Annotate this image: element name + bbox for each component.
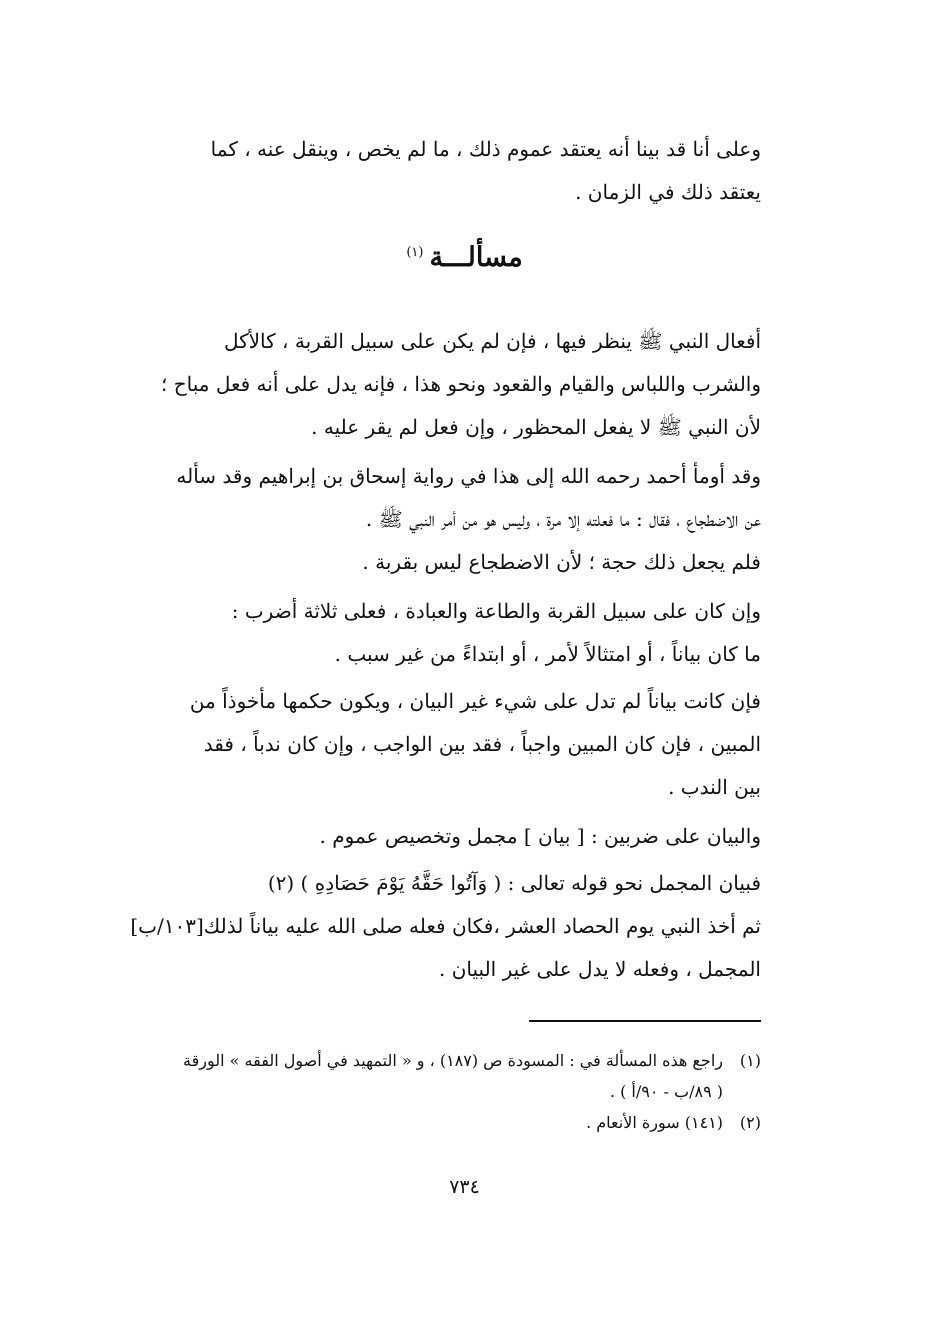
text-line: فبيان المجمل نحو قوله تعالى : ( وَآتُوا حَقَّهُ يَوْمَ حَصَادِهِ ) (٢)	[267, 871, 761, 895]
footnote-number: (٢)	[739, 1113, 761, 1132]
text-line: وقد أومأ أحمد رحمه الله إلى هذا في رواية إسحاق بن إبراهيم وقد سأله	[176, 464, 761, 488]
text-line: يعتقد ذلك في الزمان .	[575, 180, 761, 204]
text-line: المجمل ، وفعله لا يدل على غير البيان .	[439, 957, 761, 981]
text-line: أفعال النبي ﷺ ينظر فيها ، فإن لم يكن على سبيل القربة ، كالأكل	[223, 329, 761, 353]
paragraph-explanation	[161, 680, 761, 809]
page-number: ٧٣٤	[449, 1176, 480, 1198]
paragraph-three-types	[161, 590, 761, 676]
heading-footnote-ref: (١)	[406, 245, 424, 260]
footnote-number: (١)	[739, 1051, 761, 1070]
paragraph-mujmal	[130, 862, 761, 991]
footnote-text: (١٤١) سورة الأنعام .	[586, 1113, 723, 1132]
text-line: فلم يجعل ذلك حجة ؛ لأن الاضطجاع ليس بقربة .	[362, 550, 761, 574]
text-line: وعلى أنا قد بينا أنه يعتقد عموم ذلك ، ما لم يخص ، وينقل عنه ، كما	[210, 137, 761, 161]
footnote-text: راجع هذه المسألة في : المسودة ص (١٨٧) ، و « التمهيد في أصول الفقه » الورقة	[183, 1051, 723, 1070]
footnote-2	[161, 1107, 761, 1138]
text-line: والبيان على ضربين : [ بيان ] مجمل وتخصيص عموم .	[319, 824, 761, 848]
footnote-1	[161, 1045, 761, 1076]
text-line: ما كان بياناً ، أو امتثالاً لأمر ، أو ابتداءً من غير سبب .	[334, 642, 761, 666]
text-line: فإن كانت بياناً لم تدل على شيء غير البيان ، ويكون حكمها مأخوذاً من	[189, 689, 761, 713]
text-line: ثم أخذ النبي يوم الحصاد العشر ،فكان فعله صلى الله عليه بياناً لذلك[١٠٣/ب]	[130, 914, 761, 938]
text-line: بين الندب .	[668, 775, 761, 799]
paragraph-two-kinds	[161, 815, 761, 858]
intro-paragraph	[161, 128, 761, 214]
footnote-divider	[529, 1020, 761, 1022]
text-line: والشرب واللباس والقيام والقعود ونحو هذا ، فإنه يدل على أنه فعل مباح ؛	[161, 372, 761, 396]
text-line: المبين ، فإن كان المبين واجباً ، فقد بين الواجب ، وإن كان ندباً ، فقد	[203, 732, 761, 756]
footnote-1-continuation: ( ٨٩/ب - ٩٠/أ ) .	[609, 1082, 723, 1101]
text-line: عن الاضطجاع ، فقال : ما فعلته إلا مرة ، وليس هو من أمر النبي ﷺ .	[365, 507, 761, 531]
footnotes	[161, 1045, 761, 1138]
paragraph-ahmad-narration	[161, 455, 761, 584]
text-line: وإن كان على سبيل القربة والطاعة والعبادة ، فعلى ثلاثة أضرب :	[231, 599, 761, 623]
paragraph-permissible-acts	[161, 320, 761, 449]
heading-title: مسألـــة	[429, 242, 523, 273]
text-line: لأن النبي ﷺ لا يفعل المحظور ، وإن فعل لم يقر عليه .	[311, 415, 761, 439]
section-heading	[0, 242, 929, 273]
